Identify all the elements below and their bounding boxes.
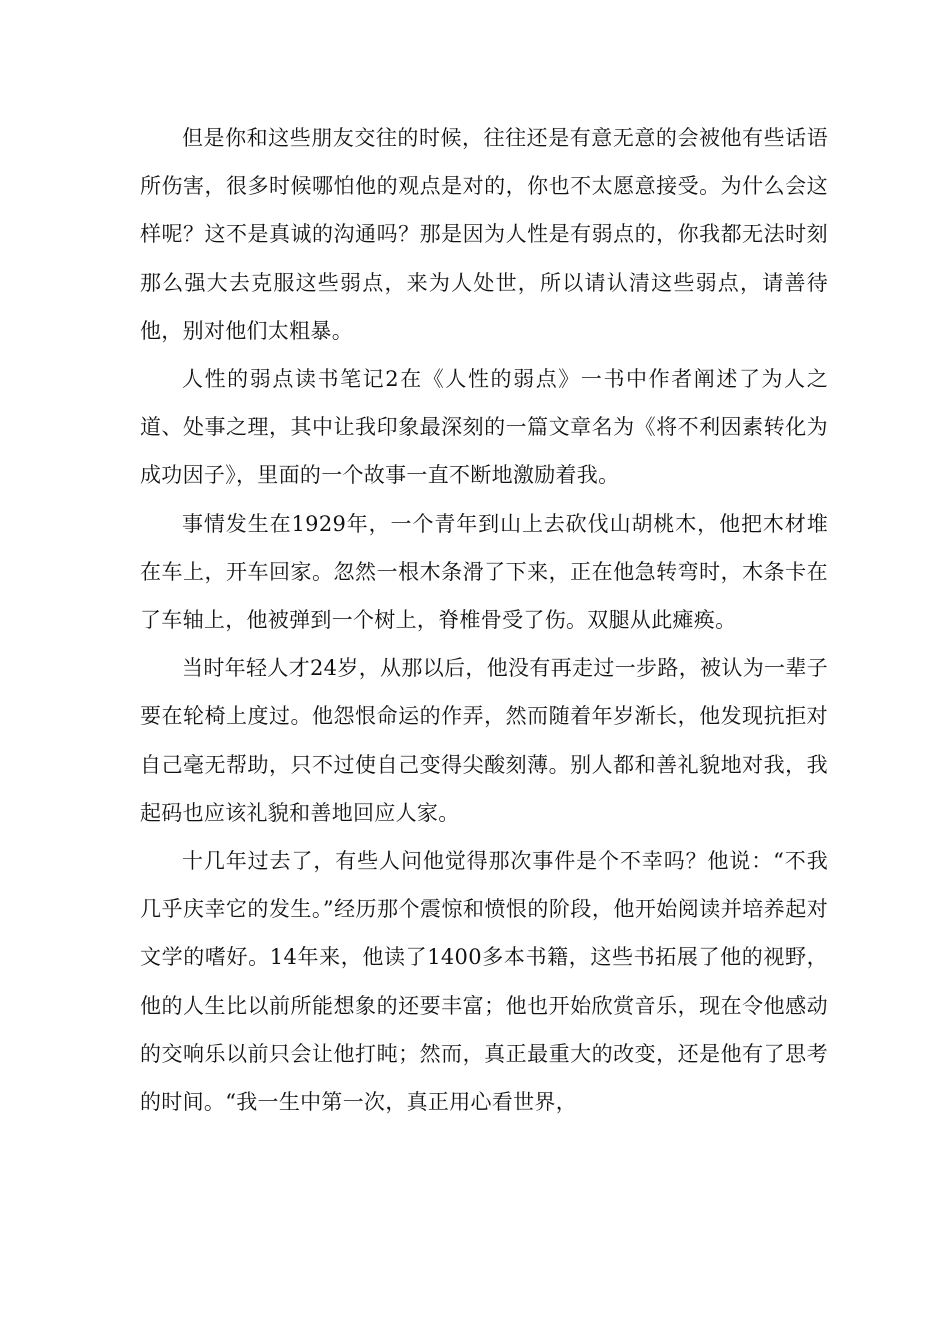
paragraph-5: 十几年过去了，有些人问他觉得那次事件是个不幸吗？他说：“不我几乎庆幸它的发生。”经历那个震惊和愤恨的阶段，他开始阅读并培养起对文学的嗜好。14年来，他读了1400多本书籍，这些书拓展了他的视野，他的人生比以前所能想象的还要丰富；他也开始欣赏音乐，现在令他感动的交响乐以前只会让他打盹；然而，真正最重大的改变，还是他有了思考的时间。“我一生中第一次，真正用心看世界， [140, 849, 828, 1115]
paragraph-3: 事情发生在1929年，一个青年到山上去砍伐山胡桃木，他把木材堆在车上，开车回家。忽然一根木条滑了下来，正在他急转弯时，木条卡在了车轴上，他被弹到一个树上，脊椎骨受了伤。双腿从此瘫痪。 [140, 511, 828, 633]
paragraph-1: 但是你和这些朋友交往的时候，往往还是有意无意的会被他有些话语所伤害，很多时候哪怕他的观点是对的，你也不太愿意接受。为什么会这样呢？这不是真诚的沟通吗？那是因为人性是有弱点的，你我都无法时刻那么强大去克服这些弱点，来为人处世，所以请认清这些弱点，请善待他，别对他们太粗暴。 [140, 126, 828, 343]
paragraph-4: 当时年轻人才24岁，从那以后，他没有再走过一步路，被认为一辈子要在轮椅上度过。他怨恨命运的作弄，然而随着年岁渐长，他发现抗拒对自己毫无帮助，只不过使自己变得尖酸刻薄。别人都和善礼貌地对我，我起码也应该礼貌和善地回应人家。 [140, 656, 828, 825]
document-body [140, 114, 828, 1126]
paragraph-2: 人性的弱点读书笔记2在《人性的弱点》一书中作者阐述了为人之道、处事之理，其中让我印象最深刻的一篇文章名为《将不利因素转化为成功因子》，里面的一个故事一直不断地激励着我。 [140, 367, 828, 488]
